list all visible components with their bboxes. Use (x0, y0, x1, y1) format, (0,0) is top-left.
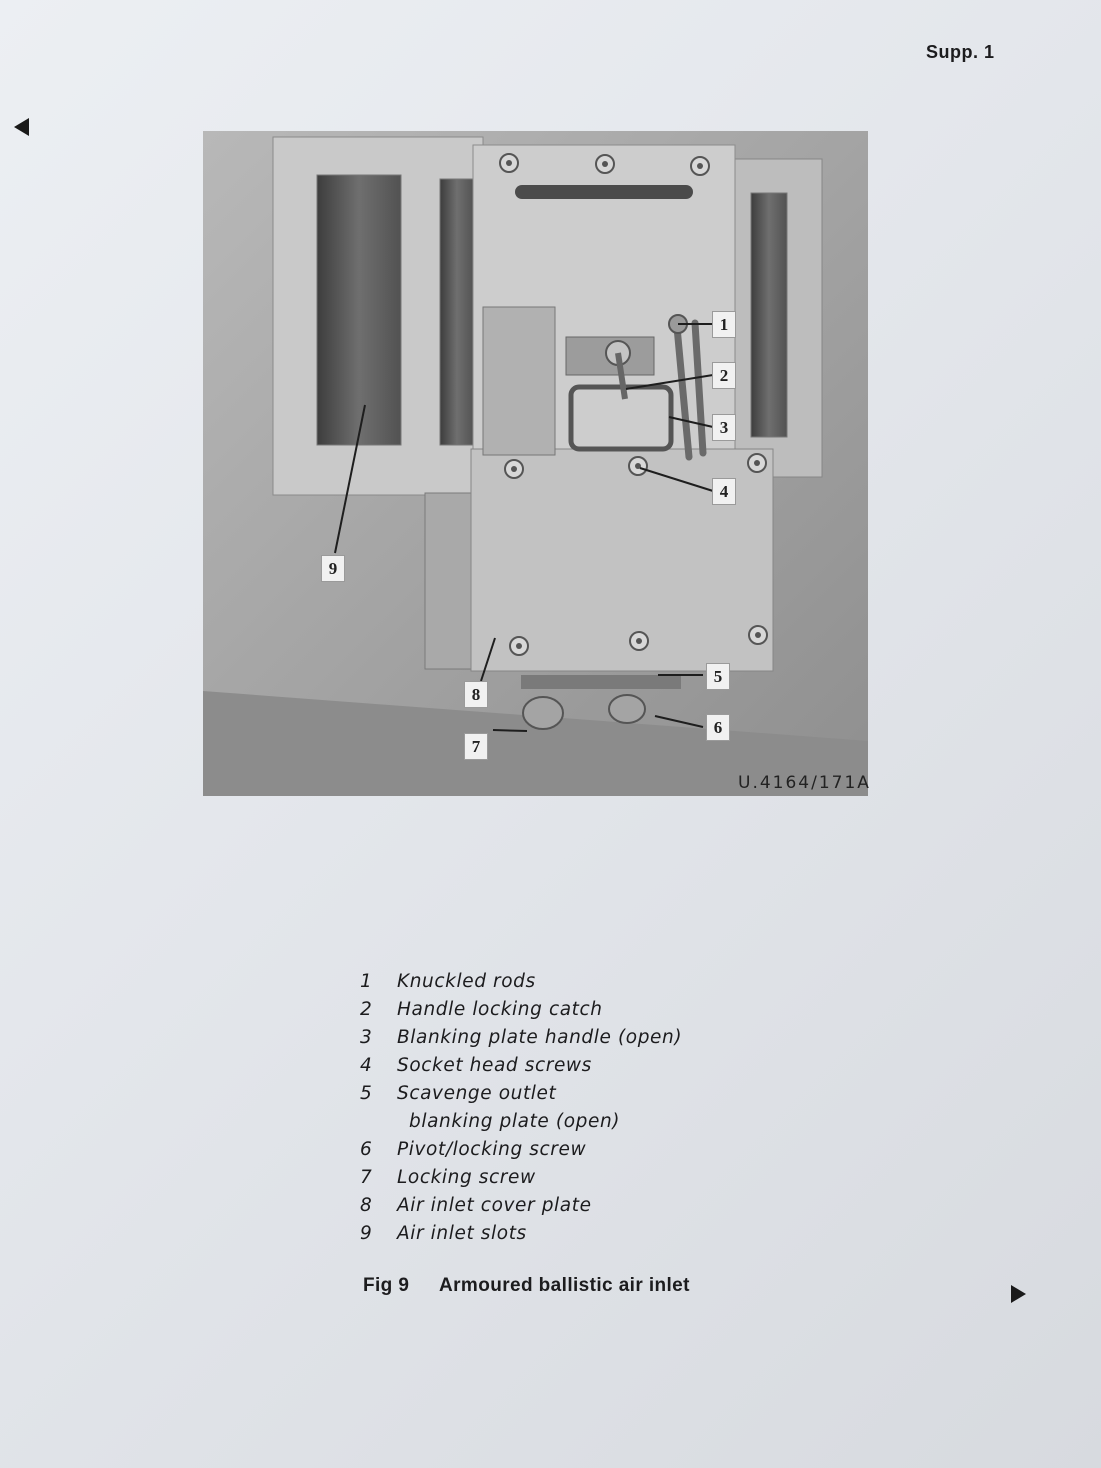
legend-item (360, 1136, 682, 1164)
callout-label-3: 3 (712, 414, 736, 441)
legend-item (360, 1220, 682, 1248)
legend-number: 6 (360, 1139, 373, 1160)
legend-text: Locking screw (397, 1167, 536, 1188)
callout-label-7: 7 (464, 733, 488, 760)
legend-text: Blanking plate handle (open) (397, 1027, 683, 1048)
figure-title: Armoured ballistic air inlet (439, 1275, 690, 1296)
figure-number: Fig 9 (363, 1275, 410, 1296)
legend-text: Scavenge outlet (397, 1083, 557, 1104)
legend-number: 9 (360, 1223, 373, 1244)
callout-label-8: 8 (464, 681, 488, 708)
legend-number (360, 1108, 397, 1136)
legend-item (360, 996, 682, 1024)
legend-item (360, 1052, 682, 1080)
legend-text: Air inlet cover plate (397, 1195, 592, 1216)
figure-photo (203, 131, 868, 796)
air-inlet-illustration (203, 131, 868, 796)
legend-number: 1 (360, 971, 373, 992)
figure-legend (360, 968, 682, 1248)
legend-item (360, 968, 682, 996)
callout-label-5: 5 (706, 663, 730, 690)
legend-number: 4 (360, 1055, 373, 1076)
callout-label-1: 1 (712, 311, 736, 338)
callout-label-6: 6 (706, 714, 730, 741)
legend-item (360, 1024, 682, 1052)
legend-number: 2 (360, 999, 373, 1020)
legend-item (360, 1080, 682, 1108)
right-triangle-marker-icon (1011, 1285, 1026, 1303)
legend-text: Socket head screws (397, 1055, 592, 1076)
callout-label-4: 4 (712, 478, 736, 505)
legend-item (360, 1164, 682, 1192)
legend-text: Pivot/locking screw (397, 1139, 587, 1160)
legend-text: Air inlet slots (397, 1223, 527, 1244)
left-triangle-marker-icon (14, 118, 29, 136)
legend-number: 3 (360, 1027, 373, 1048)
photo-reference-number: U.4164/171A (738, 773, 871, 793)
legend-text: Handle locking catch (397, 999, 603, 1020)
legend-number: 7 (360, 1167, 373, 1188)
legend-text: Knuckled rods (397, 971, 536, 992)
legend-item-continuation (360, 1108, 682, 1136)
callout-label-9: 9 (321, 555, 345, 582)
callout-label-2: 2 (712, 362, 736, 389)
legend-number: 8 (360, 1195, 373, 1216)
page-supplement-label: Supp. 1 (926, 42, 995, 62)
legend-text: blanking plate (open) (409, 1111, 621, 1132)
legend-number: 5 (360, 1083, 373, 1104)
legend-item (360, 1192, 682, 1220)
figure-caption (363, 1275, 690, 1297)
